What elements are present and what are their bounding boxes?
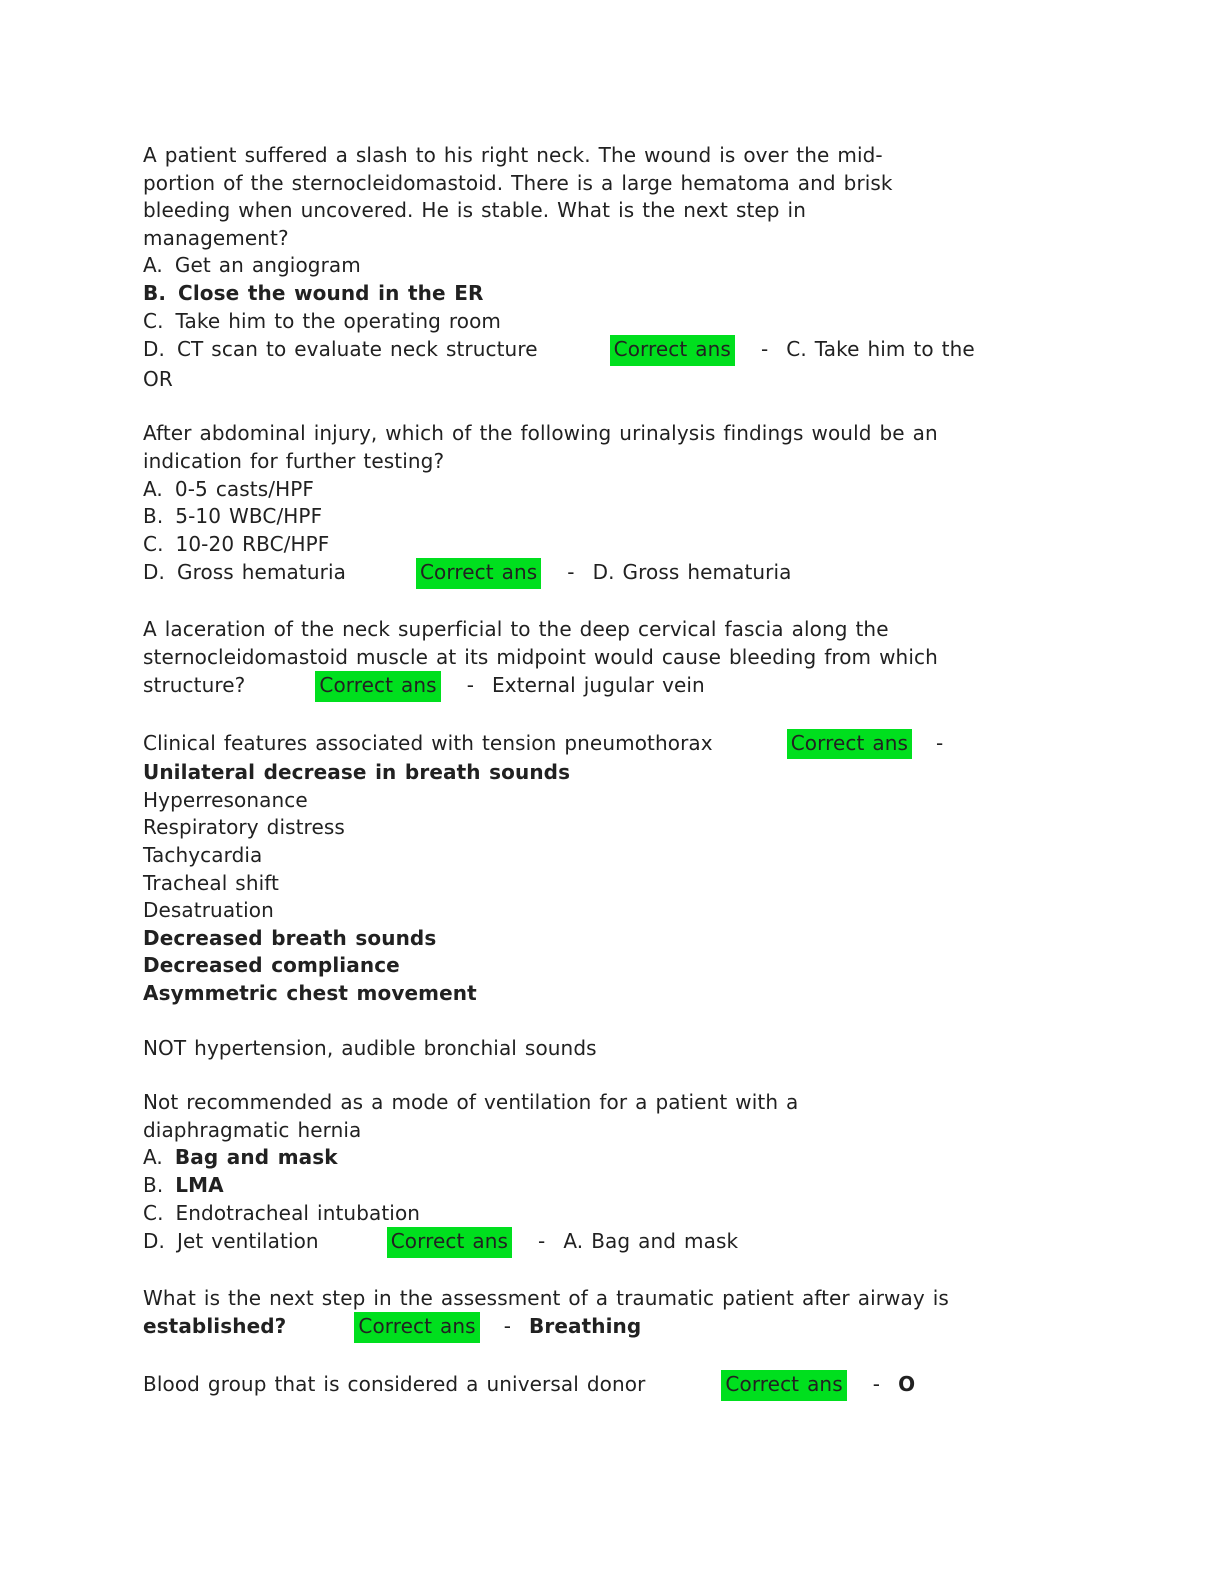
text-line	[143, 644, 1124, 672]
question-block	[143, 616, 1124, 702]
text-segment: Take him to the operating room	[175, 308, 501, 333]
question-block	[143, 1089, 1124, 1258]
text-segment: Tracheal shift	[143, 870, 279, 895]
text-line	[143, 448, 1124, 476]
text-line	[143, 897, 1124, 925]
text-segment: D.	[143, 560, 165, 585]
text-segment: A.	[143, 1145, 163, 1170]
text-line	[143, 197, 1124, 225]
text-line	[143, 980, 1124, 1008]
text-segment: D.	[143, 337, 165, 362]
question-block	[143, 729, 1124, 1008]
text-segment: Desatruation	[143, 898, 274, 923]
text-line	[143, 1200, 1124, 1228]
correct-ans-highlight: Correct ans	[721, 1370, 846, 1401]
text-segment: A.	[143, 253, 163, 278]
text-segment: Endotracheal intubation	[175, 1200, 421, 1225]
text-segment: LMA	[175, 1173, 224, 1197]
text-segment: O	[898, 1371, 916, 1396]
text-segment: What is the next step in the assessment of a traumatic patient after airway is	[143, 1285, 949, 1310]
text-line	[143, 952, 1124, 980]
text-line	[143, 1285, 1124, 1313]
text-line	[143, 1144, 1124, 1172]
text-segment: External jugular vein	[492, 673, 705, 698]
text-segment: sternocleidomastoid muscle at its midpoint would cause bleeding from which	[143, 644, 938, 669]
text-segment: -	[503, 1314, 512, 1339]
text-segment: Clinical features associated with tension pneumothorax	[143, 730, 713, 755]
correct-ans-highlight: Correct ans	[387, 1227, 512, 1258]
text-line	[143, 252, 1124, 280]
text-segment: Asymmetric chest movement	[143, 981, 477, 1006]
text-segment: -	[936, 730, 944, 755]
question-block	[143, 420, 1124, 589]
text-segment: D. Gross hematuria	[592, 560, 792, 585]
text-segment: Gross hematuria	[176, 560, 346, 585]
text-segment: Hyperresonance	[143, 787, 308, 812]
text-segment: Breathing	[529, 1314, 642, 1339]
text-segment: Close the wound in the ER	[178, 280, 484, 305]
text-segment: portion of the sternocleidomastoid. There is a large hematoma and brisk	[143, 170, 893, 195]
text-segment: 5-10 WBC/HPF	[175, 504, 323, 529]
text-segment: OR	[143, 366, 173, 391]
text-line	[143, 366, 1124, 394]
text-line	[143, 420, 1124, 448]
text-line	[143, 870, 1124, 898]
document-body	[143, 142, 1124, 1428]
text-line	[143, 558, 1124, 589]
correct-ans-highlight: Correct ans	[315, 671, 440, 702]
text-line	[143, 142, 1124, 170]
text-line	[143, 616, 1124, 644]
text-segment: Decreased breath sounds	[143, 925, 437, 950]
correct-ans-highlight: Correct ans	[354, 1312, 479, 1343]
text-segment: B.	[143, 504, 164, 529]
text-segment: diaphragmatic hernia	[143, 1117, 362, 1142]
text-segment: NOT hypertension, audible bronchial sounds	[143, 1035, 597, 1060]
text-segment: bleeding when uncovered. He is stable. What is the next step in	[143, 198, 806, 223]
text-line	[143, 729, 1124, 760]
text-segment: C.	[143, 531, 164, 556]
text-segment: B.	[143, 1173, 164, 1197]
text-segment: D.	[143, 1229, 165, 1254]
text-segment: -	[466, 673, 475, 698]
question-block	[143, 1285, 1124, 1343]
text-line	[143, 787, 1124, 815]
text-line	[143, 759, 1124, 787]
correct-ans-highlight: Correct ans	[787, 729, 912, 760]
text-line	[143, 308, 1124, 336]
text-segment: established?	[143, 1314, 287, 1339]
text-line	[143, 476, 1124, 504]
text-segment: C.	[143, 1200, 164, 1225]
text-line	[143, 1172, 1124, 1200]
text-line	[143, 1035, 1124, 1063]
text-segment: 10-20 RBC/HPF	[175, 531, 330, 556]
text-segment: -	[567, 560, 575, 585]
text-segment: A.	[143, 476, 163, 501]
text-segment: After abdominal injury, which of the following urinalysis findings would be an	[143, 421, 938, 446]
text-line	[143, 170, 1124, 198]
text-line	[143, 1117, 1124, 1145]
text-segment: indication for further testing?	[143, 448, 445, 473]
text-line	[143, 225, 1124, 253]
text-segment: Get an angiogram	[174, 253, 361, 278]
text-segment: Bag and mask	[174, 1145, 338, 1170]
text-segment: 0-5 casts/HPF	[174, 476, 314, 501]
text-segment: Unilateral decrease in breath sounds	[143, 760, 571, 785]
text-line	[143, 1370, 1124, 1401]
text-line	[143, 335, 1124, 366]
text-segment: Decreased compliance	[143, 953, 400, 978]
question-block	[143, 1035, 1124, 1063]
text-line	[143, 671, 1124, 702]
text-segment: -	[538, 1229, 546, 1254]
text-segment: Blood group that is considered a universal donor	[143, 1371, 646, 1396]
correct-ans-highlight: Correct ans	[416, 558, 541, 589]
text-segment: Jet ventilation	[176, 1229, 319, 1254]
text-segment: management?	[143, 225, 289, 250]
text-line	[143, 842, 1124, 870]
text-segment: B.	[143, 280, 167, 305]
text-line	[143, 814, 1124, 842]
text-segment: Not recommended as a mode of ventilation for a patient with a	[143, 1090, 799, 1115]
question-block	[143, 1370, 1124, 1401]
text-segment: CT scan to evaluate neck structure	[176, 337, 538, 362]
text-line	[143, 1312, 1124, 1343]
text-segment: -	[872, 1371, 881, 1396]
text-segment: A patient suffered a slash to his right neck. The wound is over the mid-	[143, 143, 883, 167]
text-segment: C.	[143, 308, 164, 333]
text-line	[143, 1227, 1124, 1258]
text-segment: C. Take him to the	[786, 337, 975, 362]
text-segment: Respiratory distress	[143, 815, 345, 840]
correct-ans-highlight: Correct ans	[610, 335, 735, 366]
text-line	[143, 503, 1124, 531]
text-line	[143, 1089, 1124, 1117]
text-segment: structure?	[143, 673, 246, 698]
text-segment: -	[760, 337, 769, 362]
text-line	[143, 925, 1124, 953]
question-block	[143, 142, 1124, 393]
text-line	[143, 280, 1124, 308]
text-line	[143, 531, 1124, 559]
text-segment: A. Bag and mask	[563, 1229, 739, 1254]
text-segment: Tachycardia	[143, 843, 263, 868]
text-segment: A laceration of the neck superficial to the deep cervical fascia along the	[143, 616, 889, 641]
